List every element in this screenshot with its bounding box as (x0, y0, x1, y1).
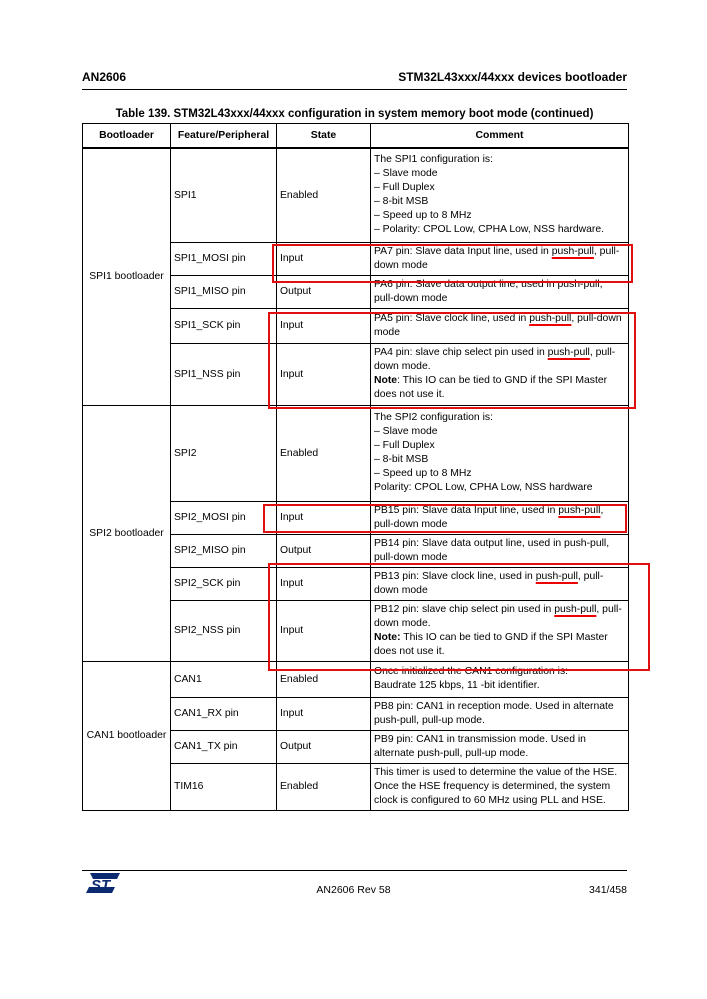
state-cell: Input (277, 697, 371, 730)
col-header-state: State (277, 124, 371, 149)
comment-line: – Speed up to 8 MHz (374, 210, 472, 222)
comment-line: The SPI1 configuration is: (374, 154, 493, 166)
comment-line: – Speed up to 8 MHz (374, 468, 472, 479)
comment-text: , pull-down mode. (374, 347, 616, 372)
comment-cell: PB9 pin: CAN1 in transmission mode. Used in alternate push-pull, pull-up mode. (371, 730, 629, 763)
feature-cell: CAN1_TX pin (171, 730, 277, 763)
feature-cell: SPI2_NSS pin (171, 600, 277, 661)
comment-line: Polarity: CPOL Low, CPHA Low, NSS hardware (374, 482, 593, 493)
state-cell: Input (277, 600, 371, 661)
note-text: This IO can be tied to GND if the SPI Master does not use it. (374, 631, 608, 657)
state-cell: Output (277, 534, 371, 567)
feature-cell: SPI1 (171, 148, 277, 242)
svg-text:ST: ST (91, 877, 111, 893)
header-divider (82, 89, 627, 90)
group-name: SPI2 bootloader (83, 405, 171, 661)
note-label: Note: (374, 631, 401, 643)
comment-line: – 8-bit MSB (374, 454, 429, 465)
annotation-box (272, 244, 633, 283)
header-title: STM32L43xxx/44xxx devices bootloader (398, 70, 627, 84)
feature-cell: TIM16 (171, 763, 277, 810)
state-cell: Input (277, 501, 371, 534)
push-pull-highlight: push-pull (529, 312, 572, 324)
table-row (83, 405, 629, 501)
comment-line: – Full Duplex (374, 440, 435, 451)
header-doc-id: AN2606 (82, 70, 127, 84)
feature-cell: SPI1_MOSI pin (171, 242, 277, 275)
comment-line: – Slave mode (374, 426, 438, 437)
state-cell: Output (277, 730, 371, 763)
group-name: CAN1 bootloader (83, 661, 171, 810)
state-cell: Input (277, 343, 371, 405)
feature-cell: SPI1_MISO pin (171, 275, 277, 308)
annotation-box (268, 563, 650, 671)
feature-cell: SPI2 (171, 405, 277, 501)
feature-cell: CAN1_RX pin (171, 697, 277, 730)
push-pull-highlight: push-pull (558, 504, 601, 516)
comment-text: , pull-down mode (374, 312, 622, 338)
comment-text: PA5 pin: Slave clock line, used in (374, 312, 530, 324)
annotation-box (263, 504, 627, 533)
comment-line: – Full Duplex (374, 182, 435, 194)
push-pull-highlight: push-pull (547, 347, 590, 358)
footer-divider (82, 870, 627, 871)
comment-text: PB12 pin: slave chip select pin used in (374, 603, 555, 615)
comment-text: PB15 pin: Slave data Input line, used in (374, 504, 559, 516)
comment-text: PB13 pin: Slave clock line, used in (374, 570, 536, 582)
comment-cell (371, 405, 629, 501)
state-cell: Enabled (277, 148, 371, 242)
col-header-bootloader: Bootloader (83, 124, 171, 149)
group-name: SPI1 bootloader (83, 148, 171, 405)
footer-page-number: 341/458 (589, 884, 627, 896)
push-pull-highlight: push-pull (554, 603, 597, 615)
table-header-row (83, 124, 629, 149)
comment-cell (371, 148, 629, 242)
table-caption: Table 139. STM32L43xxx/44xxx configuration in system memory boot mode (continued) (115, 108, 594, 120)
state-cell: Output (277, 275, 371, 308)
feature-cell: SPI1_NSS pin (171, 343, 277, 405)
footer-revision: AN2606 Rev 58 (316, 884, 391, 896)
feature-cell: SPI2_MISO pin (171, 534, 277, 567)
comment-cell: PB14 pin: Slave data output line, used in push-pull, pull-down mode (371, 534, 629, 567)
comment-line: – Slave mode (374, 168, 438, 180)
comment-line: – 8-bit MSB (374, 196, 429, 208)
col-header-comment: Comment (371, 124, 629, 149)
col-header-feature: Feature/Peripheral (171, 124, 277, 149)
push-pull-highlight: push-pull (551, 245, 594, 257)
state-cell: Input (277, 242, 371, 275)
state-cell: Input (277, 567, 371, 600)
feature-cell: SPI2_SCK pin (171, 567, 277, 600)
table-row (83, 148, 629, 242)
comment-text: , pull-down mode (374, 570, 604, 596)
push-pull-highlight: push-pull (535, 570, 578, 582)
feature-cell: SPI1_SCK pin (171, 308, 277, 343)
state-cell: Input (277, 308, 371, 343)
comment-text: PA7 pin: Slave data Input line, used in (374, 245, 552, 257)
comment-cell: PB8 pin: CAN1 in reception mode. Used in alternate push-pull, pull-up mode. (371, 697, 629, 730)
comment-cell: This timer is used to determine the value of the HSE. Once the HSE frequency is determined, the system clock is configured to 60 MHz using PLL and HSE. (371, 763, 629, 810)
comment-line: – Polarity: CPOL Low, CPHA Low, NSS hardware. (374, 224, 605, 236)
annotation-box (268, 312, 636, 409)
state-cell: Enabled (277, 661, 371, 697)
feature-cell: CAN1 (171, 661, 277, 697)
comment-text: , pull-down mode (374, 245, 620, 271)
state-cell: Enabled (277, 763, 371, 810)
comment-cell: PA6 pin: Slave data output line, used in push-pull, pull-down mode (371, 275, 629, 308)
config-table (82, 123, 629, 811)
comment-line: The SPI2 configuration is: (374, 412, 493, 423)
comment-line: Baudrate 125 kbps, 11 -bit identifier. (374, 680, 540, 691)
state-cell: Enabled (277, 405, 371, 501)
feature-cell: SPI2_MOSI pin (171, 501, 277, 534)
comment-line: Once initialized the CAN1 configuration is: (374, 666, 569, 677)
comment-text: , pull-down mode. (374, 603, 622, 629)
comment-text: , pull-down mode (374, 504, 604, 530)
comment-text: PA4 pin: slave chip select pin used in (374, 347, 548, 358)
note-text: : This IO can be tied to GND if the SPI Master does not use it. (374, 375, 608, 400)
note-label: Note (374, 375, 398, 386)
